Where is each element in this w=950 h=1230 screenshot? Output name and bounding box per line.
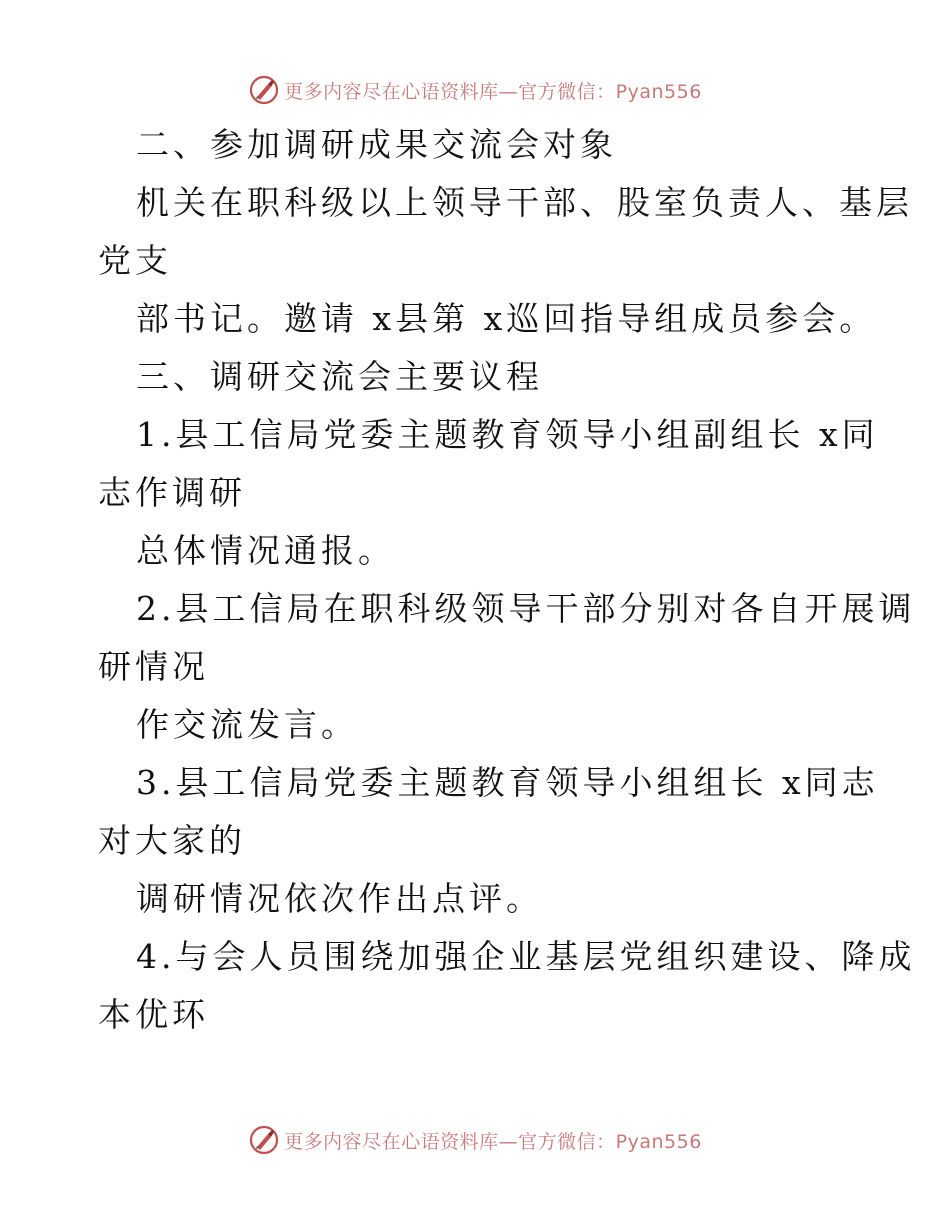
text-line: 研情况	[98, 647, 209, 686]
text-line: 4.与会人员围绕加强企业基层党组织建设、降成	[136, 937, 916, 976]
document-body	[98, 116, 916, 1044]
text-line: 2.县工信局在职科级领导干部分别对各自开展调	[136, 589, 916, 628]
footer-watermark	[0, 1122, 950, 1158]
text-line: 本优环	[98, 995, 209, 1034]
text-line: 二、参加调研成果交流会对象	[136, 125, 617, 164]
text-line: 三、调研交流会主要议程	[136, 357, 543, 396]
watermark-text: 更多内容尽在心语资料库—官方微信：Pyan556	[284, 80, 702, 103]
watermark-text: 更多内容尽在心语资料库—官方微信：Pyan556	[284, 1130, 702, 1153]
pen-logo-icon	[248, 74, 280, 106]
text-line: 3.县工信局党委主题教育领导小组组长 x同志	[136, 763, 879, 802]
pen-logo-icon	[248, 1124, 280, 1156]
text-line: 作交流发言。	[136, 705, 358, 744]
header-watermark	[0, 72, 950, 108]
text-line: 党支	[98, 241, 172, 280]
text-line: 志作调研	[98, 473, 246, 512]
text-line: 对大家的	[98, 821, 246, 860]
text-line: 机关在职科级以上领导干部、股室负责人、基层	[136, 183, 913, 222]
text-line: 总体情况通报。	[136, 531, 395, 570]
text-line: 1.县工信局党委主题教育领导小组副组长 x同	[136, 415, 879, 454]
text-line: 部书记。邀请 x县第 x巡回指导组成员参会。	[136, 299, 877, 338]
text-line: 调研情况依次作出点评。	[136, 879, 543, 918]
